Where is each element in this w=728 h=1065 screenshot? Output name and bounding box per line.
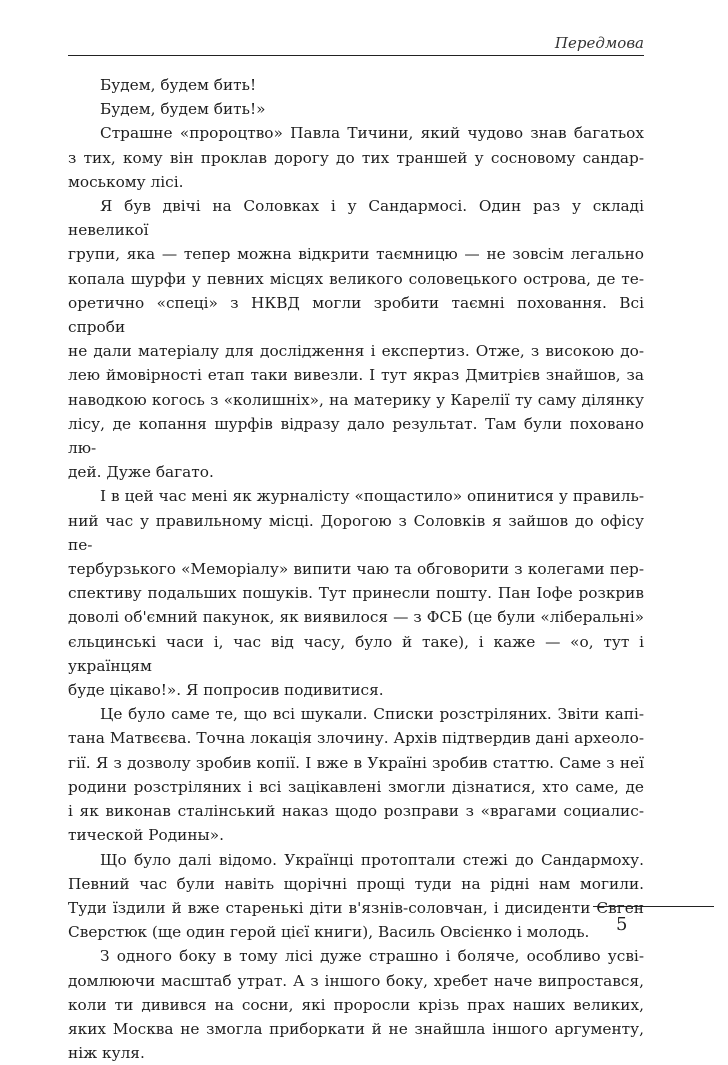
text-line: гії. Я з дозволу зробив копії. І вже в Україні зробив статтю. Саме з неї xyxy=(68,753,644,772)
text-line: ніж куля. xyxy=(68,1044,145,1063)
text-line: лісу, де копання шурфів відразу дало результат. Там були поховано лю- xyxy=(68,414,644,458)
text-line: не дали матеріалу для дослідження і експертиз. Отже, з високою до- xyxy=(68,342,644,361)
footer-rule xyxy=(593,906,714,907)
page-number: 5 xyxy=(616,914,628,935)
text-line: домлюючи масштаб утрат. А з іншого боку, хребет наче випростався, xyxy=(68,971,644,990)
text-line: Сверстюк (ще один герой цієї книги), Василь Овсієнко і молодь. xyxy=(68,923,590,942)
text-line: яких Москва не змогла приборкати й не знайшла іншого аргументу, xyxy=(68,1019,644,1038)
text-line: буде цікаво!». Я попросив подивитися. xyxy=(68,681,384,700)
text-line: Це було саме те, що всі шукали. Списки розстріляних. Звіти капі- xyxy=(100,705,644,724)
body-text xyxy=(68,73,644,1065)
verse-line: Будем, будем бить!» xyxy=(100,100,266,119)
text-line: тана Матвєєва. Точна локація злочину. Архів підтвердив дані археоло- xyxy=(68,729,644,748)
text-line: доволі об'ємний пакунок, як виявилося — з ФСБ (це були «ліберальні» xyxy=(68,608,644,627)
text-line: Певний час були навіть щорічні прощі туди на рідні нам могили. xyxy=(68,874,644,893)
text-line: копала шурфи у певних місцях великого соловецького острова, де те- xyxy=(68,269,644,288)
text-line: дей. Дуже багато. xyxy=(68,463,214,482)
text-line: з тих, кому він проклав дорогу до тих траншей у сосновому сандар- xyxy=(68,148,644,167)
text-line: наводкою когось з «колишніх», на материку у Карелії ту саму ділянку xyxy=(68,390,644,409)
text-line: коли ти дивився на сосни, які проросли крізь прах наших великих, xyxy=(68,995,644,1014)
verse-line: Будем, будем бить! xyxy=(100,76,257,94)
text-line: ний час у правильному місці. Дорогою з Соловків я зайшов до офісу пе- xyxy=(68,511,644,554)
text-line: лею ймовірності етап таки вивезли. І тут якраз Дмитрієв знайшов, за xyxy=(68,366,644,385)
text-line: тической Родины». xyxy=(68,826,224,845)
running-head: Передмова xyxy=(554,34,644,52)
text-line: Що було далі відомо. Українці протоптали стежі до Сандармоху. xyxy=(100,850,644,869)
header-rule xyxy=(68,55,644,56)
text-line: родини розстріляних і всі зацікавлені змогли дізнатися, хто саме, де xyxy=(68,777,644,796)
text-line: Туди їздили й вже старенькі діти в'язнів-соловчан, і дисиденти Євген xyxy=(68,898,644,917)
text-line: спективу подальших пошуків. Тут принесли пошту. Пан Іофе розкрив xyxy=(68,584,644,603)
text-line: З одного боку в тому лісі дуже страшно і боляче, особливо усві- xyxy=(100,947,644,966)
text-line: оретично «спеці» з НКВД могли зробити таємні поховання. Всі спроби xyxy=(68,293,644,337)
text-line: єльцинські часи і, час від часу, було й таке), і каже — «о, тут і українцям xyxy=(68,632,644,675)
text-line: І в цей час мені як журналісту «пощастило» опинитися у правиль- xyxy=(100,487,644,506)
text-line: Я був двічі на Соловках і у Сандармосі. Один раз у складі невеликої xyxy=(68,197,644,240)
text-line: групи, яка — тепер можна відкрити таємницю — не зовсім легально xyxy=(68,245,644,264)
text-line: моському лісі. xyxy=(68,172,184,191)
text-line: тербурзького «Меморіалу» випити чаю та обговорити з колегами пер- xyxy=(68,560,644,579)
text-line: і як виконав сталінський наказ щодо розправи з «врагами социалис- xyxy=(68,802,644,821)
text-line: Страшне «пророцтво» Павла Тичини, який чудово знав багатьох xyxy=(100,124,644,143)
